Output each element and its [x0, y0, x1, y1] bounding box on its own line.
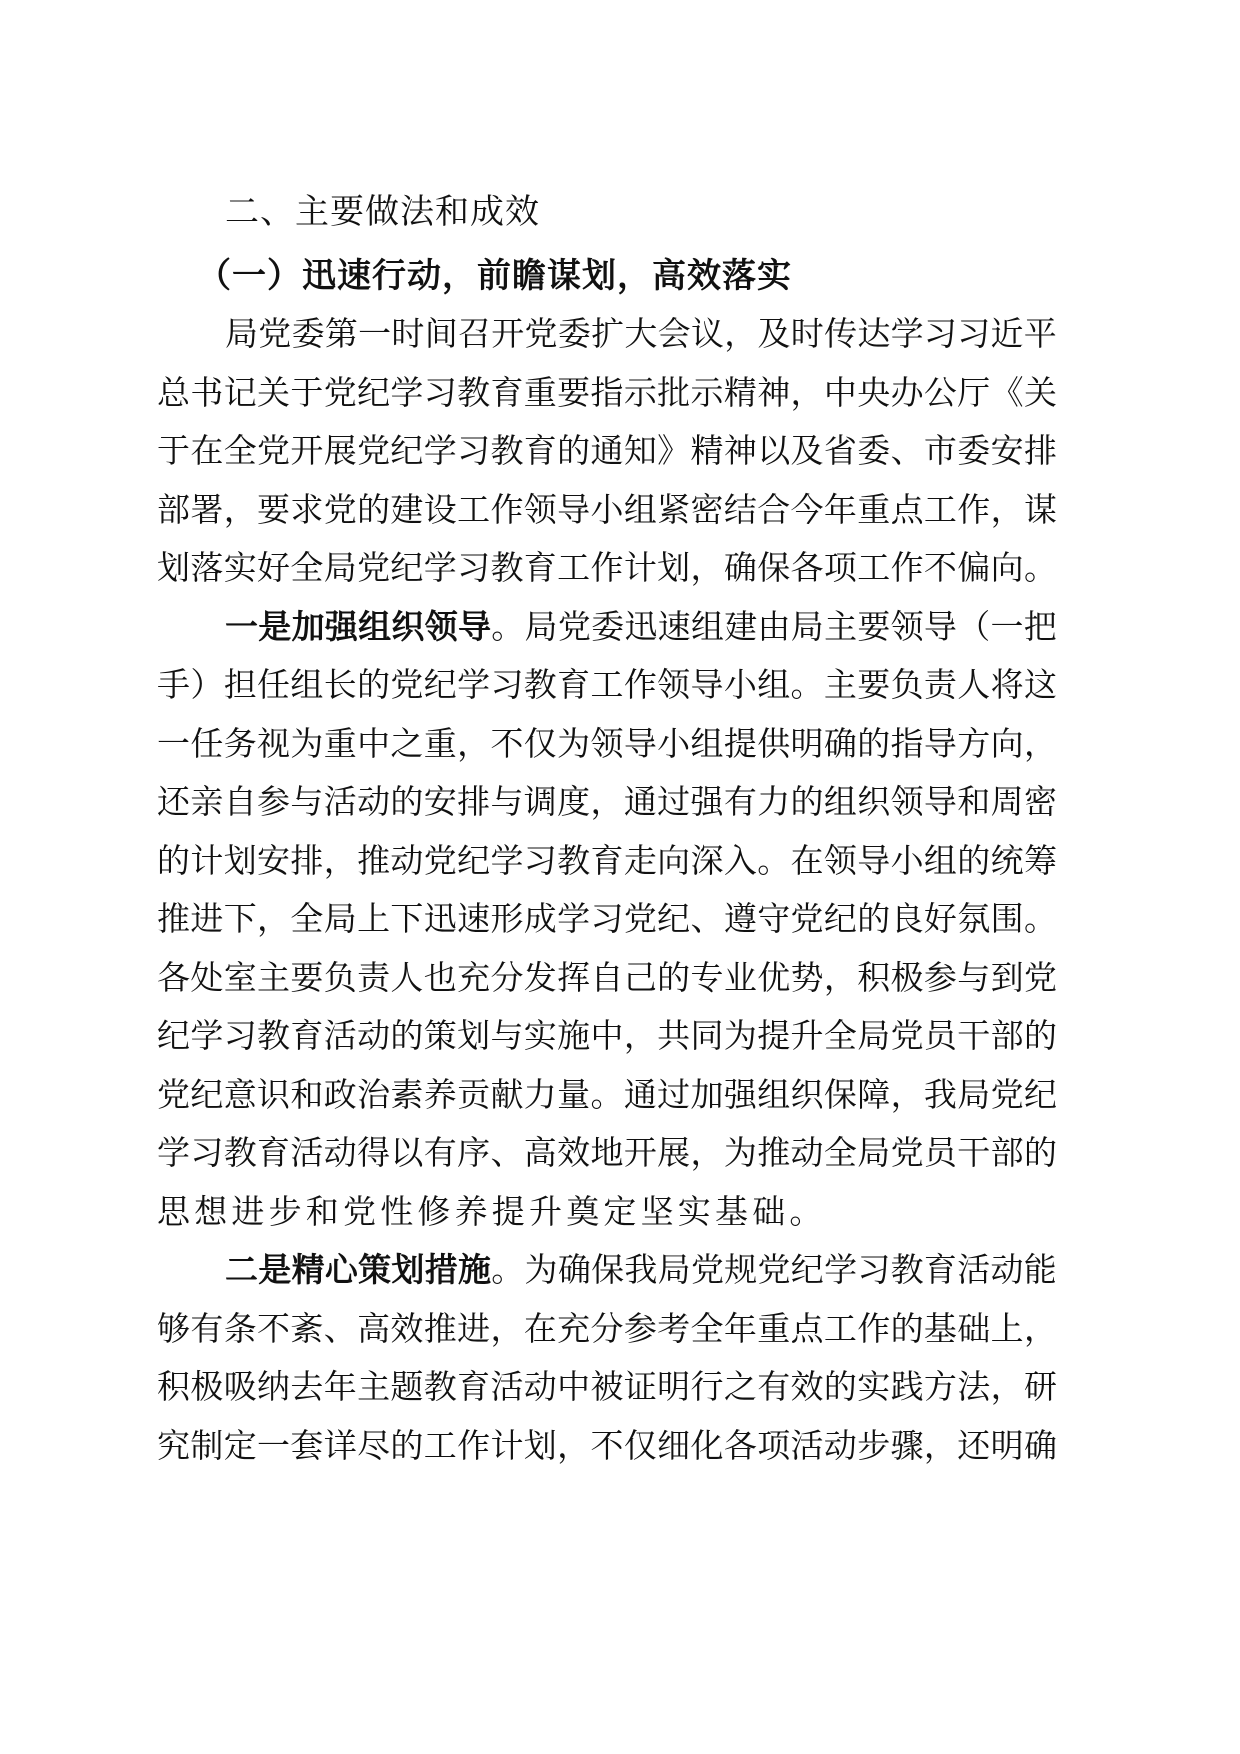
text-line: 一 任 务 视 为 重 中 之 重 ， 不 仅 为 领 导 小 组 提 供 明 确 的 指 导 方 向 ，: [157, 723, 1057, 763]
text-line: 纪 学 习 教 育 活 动 的 策 划 与 实 施 中 ， 共 同 为 提 升 全 局 党 员 干 部 的: [157, 1016, 1057, 1055]
text-line: 的 计 划 安 排 ， 推 动 党 纪 学 习 教 育 走 向 深 入 。 在 领 导 小 组 的 统 筹: [157, 840, 1057, 880]
text-line: 还 亲 自 参 与 活 动 的 安 排 与 调 度 ， 通 过 强 有 力 的 组 织 领 导 和 周 密: [157, 782, 1057, 821]
text-line: 积 极 吸 纳 去 年 主 题 教 育 活 动 中 被 证 明 行 之 有 效 的 实 践 方 法 ， 研: [157, 1367, 1057, 1406]
subsection-heading: （一）迅速行动，前瞻谋划，高效落实: [197, 256, 792, 296]
text-line: 部 署 ， 要 求 党 的 建 设 工 作 领 导 小 组 紧 密 结 合 今 年 重 点 工 作 ， 谋: [157, 489, 1057, 529]
text-line: 于 在 全 党 开 展 党 纪 学 习 教 育 的 通 知 》 精 神 以 及 省 委 、 市 委 安 排: [157, 431, 1057, 470]
text-line: 手 ） 担 任 组 长 的 党 纪 学 习 教 育 工 作 领 导 小 组 。 主 要 负 责 人 将 这: [157, 665, 1057, 704]
text-line: 总 书 记 关 于 党 纪 学 习 教 育 重 要 指 示 批 示 精 神 ， 中 央 办 公 厅 《 关: [157, 372, 1057, 412]
text-line: 究 制 定 一 套 详 尽 的 工 作 计 划 ， 不 仅 细 化 各 项 活 动 步 骤 ， 还 明 确: [157, 1425, 1057, 1465]
text-line: 二 是 精 心 策 划 措 施 。 为 确 保 我 局 党 规 党 纪 学 习 教 育 活 动 能: [225, 1250, 1057, 1289]
text-line: 一 是 加 强 组 织 领 导 。 局 党 委 迅 速 组 建 由 局 主 要 领 导 （ 一 把: [225, 606, 1057, 646]
text-line: 各 处 室 主 要 负 责 人 也 充 分 发 挥 自 己 的 专 业 优 势 ， 积 极 参 与 到 党: [157, 957, 1057, 997]
text-line: 学 习 教 育 活 动 得 以 有 序 、 高 效 地 开 展 ， 为 推 动 全 局 党 员 干 部 的: [157, 1133, 1057, 1172]
text-line: 局 党 委 第 一 时 间 召 开 党 委 扩 大 会 议 ， 及 时 传 达 学 习 习 近 平: [225, 314, 1057, 353]
section-heading: 二、主要做法和成效: [225, 192, 540, 232]
document-page: [157, 185, 1057, 1475]
text-line: 够 有 条 不 紊 、 高 效 推 进 ， 在 充 分 参 考 全 年 重 点 工 作 的 基 础 上 ，: [157, 1308, 1057, 1348]
text-line: 推 进 下 ， 全 局 上 下 迅 速 形 成 学 习 党 纪 、 遵 守 党 纪 的 良 好 氛 围 。: [157, 899, 1057, 938]
text-line: 党 纪 意 识 和 政 治 素 养 贡 献 力 量 。 通 过 加 强 组 织 保 障 ， 我 局 党 纪: [157, 1074, 1057, 1114]
text-line: 思想进步和党性修养提升奠定坚实基础。: [157, 1191, 827, 1231]
text-line: 划 落 实 好 全 局 党 纪 学 习 教 育 工 作 计 划 ， 确 保 各 项 工 作 不 偏 向 。: [157, 548, 1057, 587]
paragraph-2: [157, 598, 1057, 1242]
paragraph-1: [157, 305, 1057, 598]
paragraph-3: [157, 1241, 1057, 1475]
